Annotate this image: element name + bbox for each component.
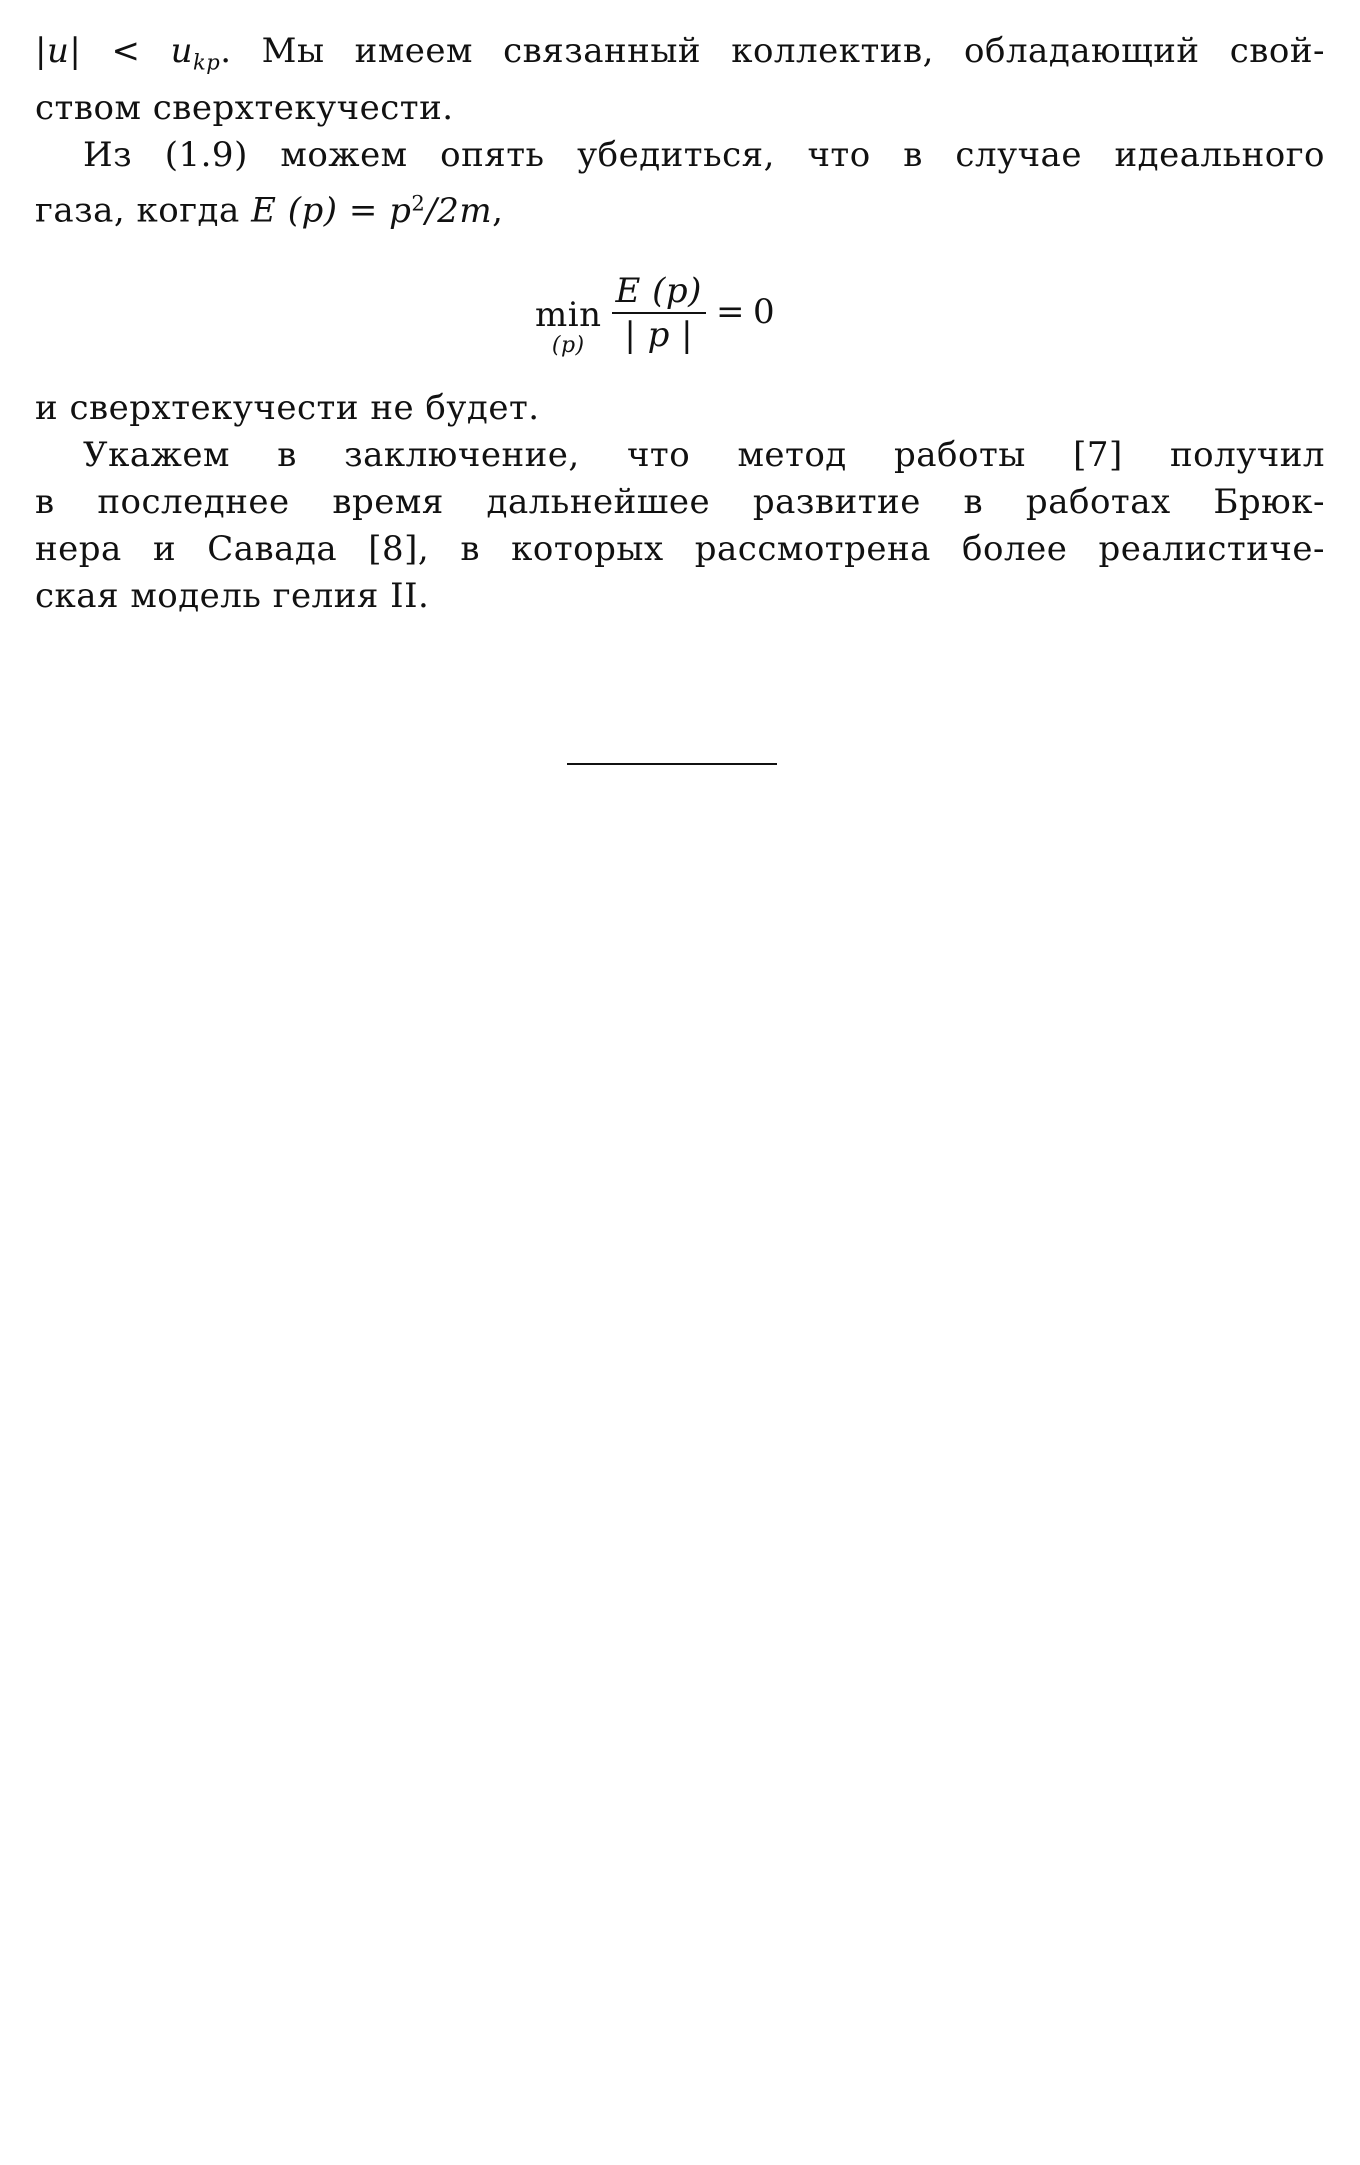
math-u-kp-subscript: kp xyxy=(192,49,221,75)
formula-rhs: 0 xyxy=(752,292,776,333)
fraction-numerator: E (p) xyxy=(615,270,702,311)
paragraph-1-line-1-text: . Мы имеем связанный коллектив, обладающий свой- xyxy=(220,31,1325,71)
math-u-kp-base: u xyxy=(170,31,193,71)
fraction xyxy=(612,272,706,354)
math-over-2m: /2m xyxy=(425,190,493,231)
paragraph-4-line-1: Укажем в заключение, что метод работы [7] получил xyxy=(83,434,1325,475)
formula-equals: = xyxy=(715,292,745,333)
paragraph-1-line-1 xyxy=(35,28,1325,85)
page-body xyxy=(35,28,1325,620)
min-subscript: (p) xyxy=(551,332,585,358)
paragraph-3-line-1: и сверхтекучести не будет. xyxy=(35,387,540,428)
math-u-kp xyxy=(170,31,221,75)
math-equals: = xyxy=(348,190,378,231)
paragraph-4-line-3: нера и Савада [8], в которых рассмотрена более реалистиче- xyxy=(35,528,1325,569)
math-less-than: < xyxy=(111,31,141,71)
paragraph-2-line-2 xyxy=(35,179,1325,235)
paragraph-4-line-2: в последнее время дальнейшее развитие в работах Брюк- xyxy=(35,481,1325,522)
paragraph-2-comma: , xyxy=(492,190,504,231)
min-word: min xyxy=(535,294,602,335)
paragraph-2-line-1: Из (1.9) можем опять убедиться, что в случае идеального xyxy=(83,135,1325,176)
math-E-of-p: E (p) xyxy=(251,190,338,231)
math-p-superscript: 2 xyxy=(411,190,426,216)
formula-content xyxy=(535,253,775,373)
display-formula xyxy=(35,245,1325,385)
paragraph-2-line-2-text: газа, когда xyxy=(35,190,240,231)
fraction-denominator: | p | xyxy=(624,314,694,355)
paragraph-4-line-4: ская модель гелия II. xyxy=(35,575,430,616)
section-end-rule xyxy=(567,763,777,765)
math-p-base: p xyxy=(389,190,412,231)
math-abs-u: |u| xyxy=(35,31,82,71)
paragraph-1-line-2: ством сверхтекучести. xyxy=(35,88,454,129)
min-operator xyxy=(535,296,602,358)
math-p-squared xyxy=(389,191,492,231)
